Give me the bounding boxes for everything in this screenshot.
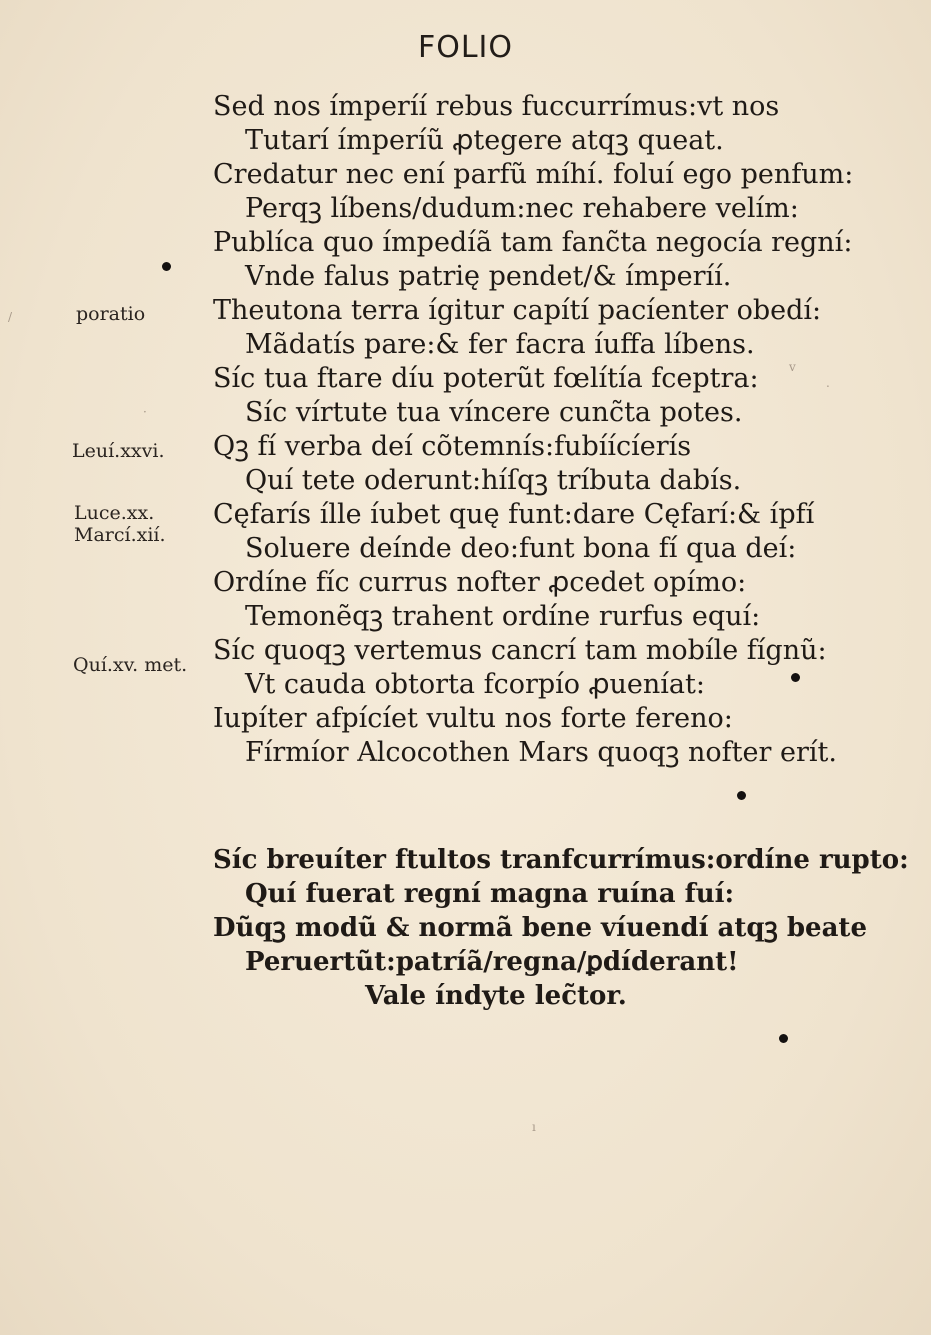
paper-speck: v [789,360,796,374]
verse-line: Cęfarís ílle íubet quę funt:dare Cęfarí:& ípfí [213,499,815,530]
paper-speck: · [143,405,147,419]
margin-note-mark: Marcí.xií. [74,524,166,546]
verse-line: Mãdatís pare:& fer facra íuffa líbens. [245,329,755,360]
verse-line: Credatur nec ení parfũ míhí. foluí ego penfum: [213,159,854,190]
paper-speck: . [826,376,830,390]
verse-line: Síc tua ftare díu poterũt fœlítía fceptra: [213,363,759,394]
paper-speck: / [8,310,13,324]
verse-line: Ordíne fíc currus nofter ꝓcedet opímo: [213,567,747,598]
closing-line: Dũqꝫ modũ & normã bene víuendí atqꝫ beate [213,913,867,943]
verse-line: Theutona terra ígitur capítí pacíenter obedí: [213,295,822,326]
verse-line: Síc vírtute tua víncere cunc̃ta potes. [245,397,743,428]
verse-line: Publíca quo ímpedíã tam fanc̃ta negocía regní: [213,227,853,258]
ink-dot [162,262,171,271]
verse-line: Síc quoqꝫ vertemus cancrí tam mobíle fígnũ: [213,635,827,666]
verse-line: Vt cauda obtorta fcorpío ꝓueníat: [245,669,705,700]
verse-line: Temonẽqꝫ trahent ordíne rurfus equí: [245,601,761,632]
closing-line: Peruertũt:patríã/regna/ꝑdíderant! [245,947,739,977]
ink-dot [779,1034,788,1043]
verse-line: Tutarí ímperíũ ꝓtegere atqꝫ queat. [245,125,724,156]
verse-line: Quí tete oderunt:híſqꝫ tríbuta dabís. [245,465,742,496]
closing-line: Quí fuerat regní magna ruína fuí: [245,879,735,909]
margin-note-leviticus: Leuí.xxvi. [72,440,165,462]
closing-line: Síc breuíter ftultos tranfcurrímus:ordíne rupto: [213,845,909,875]
paper-speck: ı [532,1120,536,1134]
margin-note-ovid: Quí.xv. met. [73,654,188,676]
verse-line: Sed nos ímperíí rebus fuccurrímus:vt nos [213,91,780,122]
margin-note-luke: Luce.xx. [74,502,155,524]
ink-dot [791,673,800,682]
verse-line: Vnde falus patrię pendet/& ímperíí. [245,261,732,292]
verse-line: Iupíter afpícíet vultu nos forte fereno: [213,703,733,734]
verse-line: Perqꝫ líbens/dudum:nec rehabere velím: [245,193,799,224]
verse-line: Qꝫ fí verba deí cõtemnís:fubíícíerís [213,431,692,462]
verse-line: Fírmíor Alcocothen Mars quoqꝫ nofter erít. [245,737,837,768]
page-header-folio: FOLIO [417,30,514,65]
ink-dot [737,791,746,800]
margin-note-poratio: poratio [76,303,146,325]
verse-line: Soluere deínde deo:funt bona fí qua deí: [245,533,797,564]
closing-valediction: Vale índyte lec̃tor. [365,981,627,1011]
